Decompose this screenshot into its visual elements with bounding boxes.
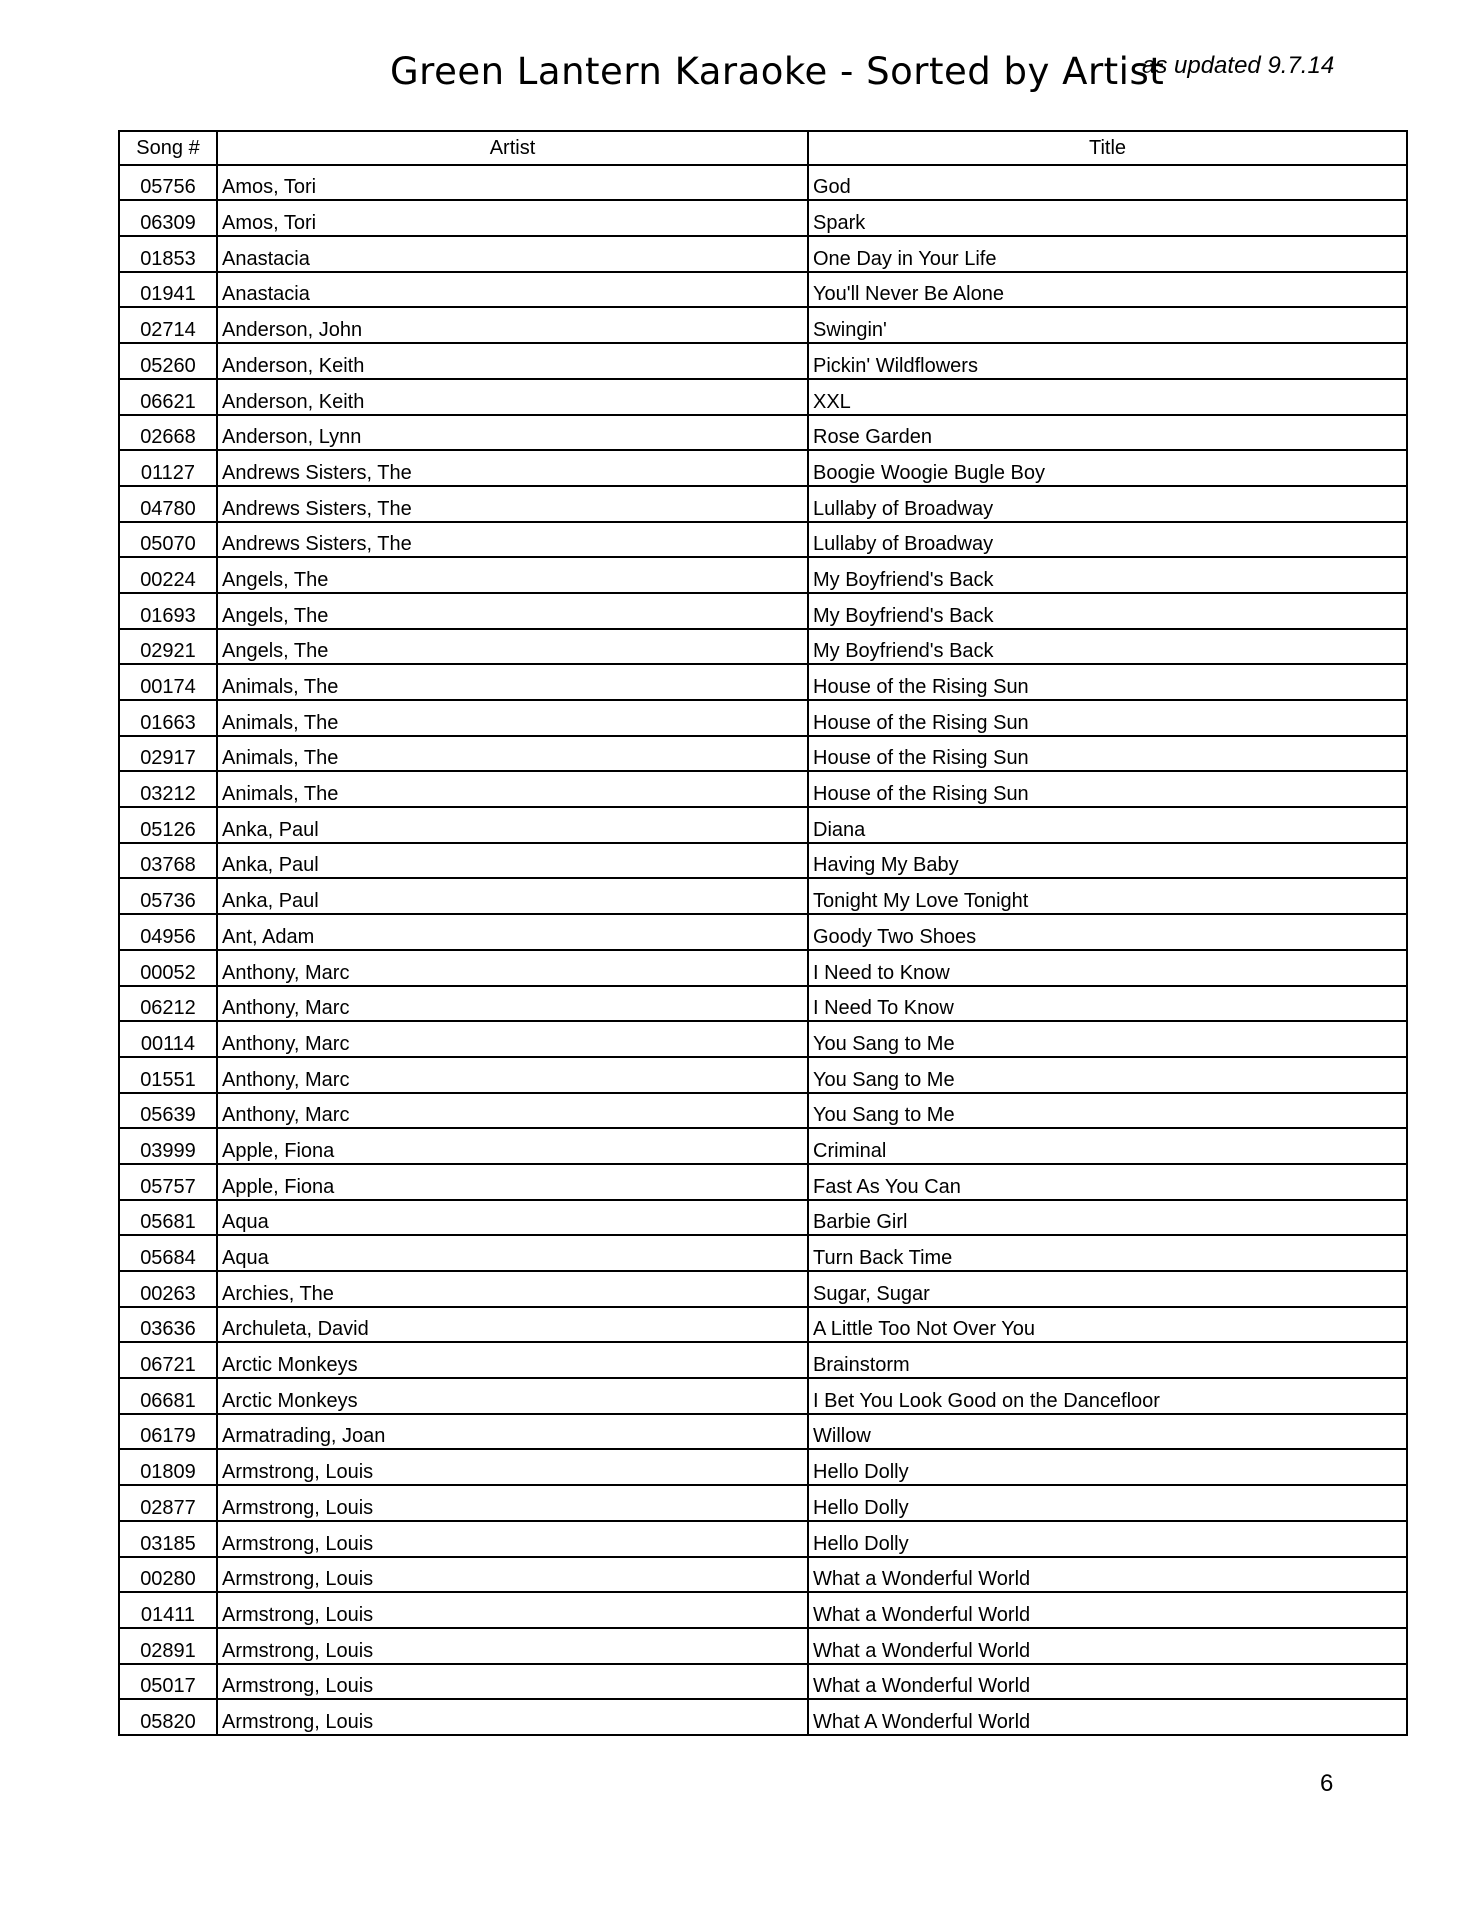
artist-cell: Aqua (217, 1235, 808, 1271)
song-number-cell: 05260 (119, 343, 217, 379)
title-cell: Lullaby of Broadway (808, 486, 1407, 522)
song-number-cell: 05639 (119, 1093, 217, 1129)
artist-cell: Aqua (217, 1200, 808, 1236)
table-row (119, 522, 1407, 558)
table-row (119, 914, 1407, 950)
song-number-cell: 01941 (119, 272, 217, 308)
artist-cell: Armstrong, Louis (217, 1557, 808, 1593)
song-number-cell: 01693 (119, 593, 217, 629)
table-row (119, 1414, 1407, 1450)
table-row (119, 1342, 1407, 1378)
page-title: Green Lantern Karaoke - Sorted by Artist (390, 50, 1165, 93)
table-row (119, 807, 1407, 843)
artist-cell: Anderson, Lynn (217, 415, 808, 451)
title-cell: I Need to Know (808, 950, 1407, 986)
table-row (119, 165, 1407, 201)
title-cell: Boogie Woogie Bugle Boy (808, 450, 1407, 486)
artist-cell: Andrews Sisters, The (217, 486, 808, 522)
title-cell: God (808, 165, 1407, 201)
artist-cell: Archies, The (217, 1271, 808, 1307)
table-row (119, 593, 1407, 629)
song-number-cell: 02921 (119, 629, 217, 665)
song-number-cell: 00280 (119, 1557, 217, 1593)
song-number-cell: 02668 (119, 415, 217, 451)
title-cell: Barbie Girl (808, 1200, 1407, 1236)
title-cell: House of the Rising Sun (808, 771, 1407, 807)
title-cell: Diana (808, 807, 1407, 843)
song-number-cell: 06309 (119, 200, 217, 236)
song-number-cell: 05684 (119, 1235, 217, 1271)
song-table (118, 130, 1408, 1736)
table-row (119, 1093, 1407, 1129)
artist-cell: Anthony, Marc (217, 950, 808, 986)
table-row (119, 700, 1407, 736)
table-row (119, 415, 1407, 451)
artist-cell: Anthony, Marc (217, 1093, 808, 1129)
artist-cell: Archuleta, David (217, 1307, 808, 1343)
song-number-cell: 05126 (119, 807, 217, 843)
song-number-cell: 02877 (119, 1485, 217, 1521)
artist-cell: Arctic Monkeys (217, 1342, 808, 1378)
table-row (119, 1628, 1407, 1664)
artist-cell: Andrews Sisters, The (217, 522, 808, 558)
title-cell: Willow (808, 1414, 1407, 1450)
song-number-cell: 00052 (119, 950, 217, 986)
song-number-cell: 02891 (119, 1628, 217, 1664)
title-cell: House of the Rising Sun (808, 736, 1407, 772)
title-cell: One Day in Your Life (808, 236, 1407, 272)
title-cell: My Boyfriend's Back (808, 557, 1407, 593)
song-number-cell: 06621 (119, 379, 217, 415)
song-number-cell: 03636 (119, 1307, 217, 1343)
title-cell: You'll Never Be Alone (808, 272, 1407, 308)
table-row (119, 986, 1407, 1022)
table-row (119, 771, 1407, 807)
table-row (119, 1521, 1407, 1557)
artist-cell: Anderson, Keith (217, 379, 808, 415)
artist-cell: Armatrading, Joan (217, 1414, 808, 1450)
song-number-cell: 05017 (119, 1664, 217, 1700)
artist-cell: Armstrong, Louis (217, 1449, 808, 1485)
artist-cell: Ant, Adam (217, 914, 808, 950)
table-row (119, 1307, 1407, 1343)
table-row (119, 1057, 1407, 1093)
table-row (119, 1235, 1407, 1271)
song-number-cell: 03185 (119, 1521, 217, 1557)
table-row (119, 1164, 1407, 1200)
artist-cell: Anka, Paul (217, 843, 808, 879)
title-cell: I Bet You Look Good on the Dancefloor (808, 1378, 1407, 1414)
table-row (119, 557, 1407, 593)
title-cell: Pickin' Wildflowers (808, 343, 1407, 379)
table-body (119, 165, 1407, 1735)
table-row (119, 1449, 1407, 1485)
table-row (119, 629, 1407, 665)
song-number-cell: 05070 (119, 522, 217, 558)
table-row (119, 272, 1407, 308)
table-row (119, 1021, 1407, 1057)
song-number-cell: 02917 (119, 736, 217, 772)
artist-cell: Anderson, Keith (217, 343, 808, 379)
title-cell: You Sang to Me (808, 1057, 1407, 1093)
song-number-cell: 01809 (119, 1449, 217, 1485)
title-cell: Goody Two Shoes (808, 914, 1407, 950)
song-number-cell: 04780 (119, 486, 217, 522)
song-number-cell: 00174 (119, 664, 217, 700)
song-number-cell: 06179 (119, 1414, 217, 1450)
song-number-cell: 01853 (119, 236, 217, 272)
table-row (119, 950, 1407, 986)
artist-cell: Armstrong, Louis (217, 1485, 808, 1521)
song-number-cell: 01663 (119, 700, 217, 736)
title-cell: House of the Rising Sun (808, 664, 1407, 700)
song-number-cell: 04956 (119, 914, 217, 950)
table-header-row (119, 131, 1407, 165)
song-number-cell: 00114 (119, 1021, 217, 1057)
artist-cell: Anderson, John (217, 307, 808, 343)
artist-cell: Anka, Paul (217, 878, 808, 914)
table-row (119, 843, 1407, 879)
song-number-cell: 03768 (119, 843, 217, 879)
artist-cell: Anthony, Marc (217, 1021, 808, 1057)
song-number-cell: 06721 (119, 1342, 217, 1378)
artist-cell: Armstrong, Louis (217, 1592, 808, 1628)
artist-cell: Anthony, Marc (217, 986, 808, 1022)
title-cell: Sugar, Sugar (808, 1271, 1407, 1307)
song-number-cell: 01551 (119, 1057, 217, 1093)
table-row (119, 236, 1407, 272)
title-cell: Hello Dolly (808, 1449, 1407, 1485)
title-cell: You Sang to Me (808, 1021, 1407, 1057)
artist-cell: Apple, Fiona (217, 1128, 808, 1164)
column-header-title: Title (808, 131, 1407, 165)
page-number: 6 (1320, 1770, 1334, 1797)
table-row (119, 664, 1407, 700)
title-cell: Hello Dolly (808, 1485, 1407, 1521)
updated-date-note: as updated 9.7.14 (1142, 52, 1335, 79)
song-number-cell: 00263 (119, 1271, 217, 1307)
artist-cell: Animals, The (217, 736, 808, 772)
artist-cell: Armstrong, Louis (217, 1521, 808, 1557)
title-cell: Swingin' (808, 307, 1407, 343)
table-row (119, 200, 1407, 236)
table-row (119, 1200, 1407, 1236)
title-cell: House of the Rising Sun (808, 700, 1407, 736)
title-cell: I Need To Know (808, 986, 1407, 1022)
artist-cell: Armstrong, Louis (217, 1664, 808, 1700)
song-number-cell: 01127 (119, 450, 217, 486)
title-cell: What a Wonderful World (808, 1628, 1407, 1664)
artist-cell: Animals, The (217, 700, 808, 736)
artist-cell: Animals, The (217, 664, 808, 700)
song-number-cell: 00224 (119, 557, 217, 593)
title-cell: A Little Too Not Over You (808, 1307, 1407, 1343)
table-row (119, 1699, 1407, 1735)
title-cell: Rose Garden (808, 415, 1407, 451)
artist-cell: Anastacia (217, 272, 808, 308)
table-row (119, 736, 1407, 772)
artist-cell: Anastacia (217, 236, 808, 272)
title-cell: Criminal (808, 1128, 1407, 1164)
song-number-cell: 05736 (119, 878, 217, 914)
artist-cell: Apple, Fiona (217, 1164, 808, 1200)
table-row (119, 1378, 1407, 1414)
title-cell: Having My Baby (808, 843, 1407, 879)
title-cell: What a Wonderful World (808, 1664, 1407, 1700)
artist-cell: Arctic Monkeys (217, 1378, 808, 1414)
artist-cell: Angels, The (217, 557, 808, 593)
title-cell: Hello Dolly (808, 1521, 1407, 1557)
title-cell: You Sang to Me (808, 1093, 1407, 1129)
table-row (119, 1271, 1407, 1307)
title-cell: My Boyfriend's Back (808, 593, 1407, 629)
title-cell: Spark (808, 200, 1407, 236)
title-cell: My Boyfriend's Back (808, 629, 1407, 665)
table-row (119, 878, 1407, 914)
title-cell: Fast As You Can (808, 1164, 1407, 1200)
artist-cell: Armstrong, Louis (217, 1628, 808, 1664)
song-number-cell: 06681 (119, 1378, 217, 1414)
column-header-artist: Artist (217, 131, 808, 165)
title-cell: What a Wonderful World (808, 1557, 1407, 1593)
artist-cell: Amos, Tori (217, 200, 808, 236)
table-row (119, 379, 1407, 415)
table-row (119, 1485, 1407, 1521)
artist-cell: Anthony, Marc (217, 1057, 808, 1093)
table-row (119, 1557, 1407, 1593)
artist-cell: Armstrong, Louis (217, 1699, 808, 1735)
table-row (119, 486, 1407, 522)
table-row (119, 1592, 1407, 1628)
column-header-song-number: Song # (119, 131, 217, 165)
title-cell: Brainstorm (808, 1342, 1407, 1378)
song-number-cell: 05681 (119, 1200, 217, 1236)
table-row (119, 1664, 1407, 1700)
song-number-cell: 02714 (119, 307, 217, 343)
title-cell: What a Wonderful World (808, 1592, 1407, 1628)
table-row (119, 450, 1407, 486)
table-row (119, 343, 1407, 379)
title-cell: Turn Back Time (808, 1235, 1407, 1271)
song-number-cell: 05820 (119, 1699, 217, 1735)
song-number-cell: 03999 (119, 1128, 217, 1164)
title-cell: Tonight My Love Tonight (808, 878, 1407, 914)
table-row (119, 1128, 1407, 1164)
song-number-cell: 01411 (119, 1592, 217, 1628)
song-number-cell: 03212 (119, 771, 217, 807)
artist-cell: Andrews Sisters, The (217, 450, 808, 486)
song-number-cell: 06212 (119, 986, 217, 1022)
table-row (119, 307, 1407, 343)
title-cell: Lullaby of Broadway (808, 522, 1407, 558)
song-number-cell: 05756 (119, 165, 217, 201)
song-number-cell: 05757 (119, 1164, 217, 1200)
artist-cell: Angels, The (217, 629, 808, 665)
artist-cell: Anka, Paul (217, 807, 808, 843)
title-cell: XXL (808, 379, 1407, 415)
artist-cell: Angels, The (217, 593, 808, 629)
artist-cell: Animals, The (217, 771, 808, 807)
title-cell: What A Wonderful World (808, 1699, 1407, 1735)
artist-cell: Amos, Tori (217, 165, 808, 201)
